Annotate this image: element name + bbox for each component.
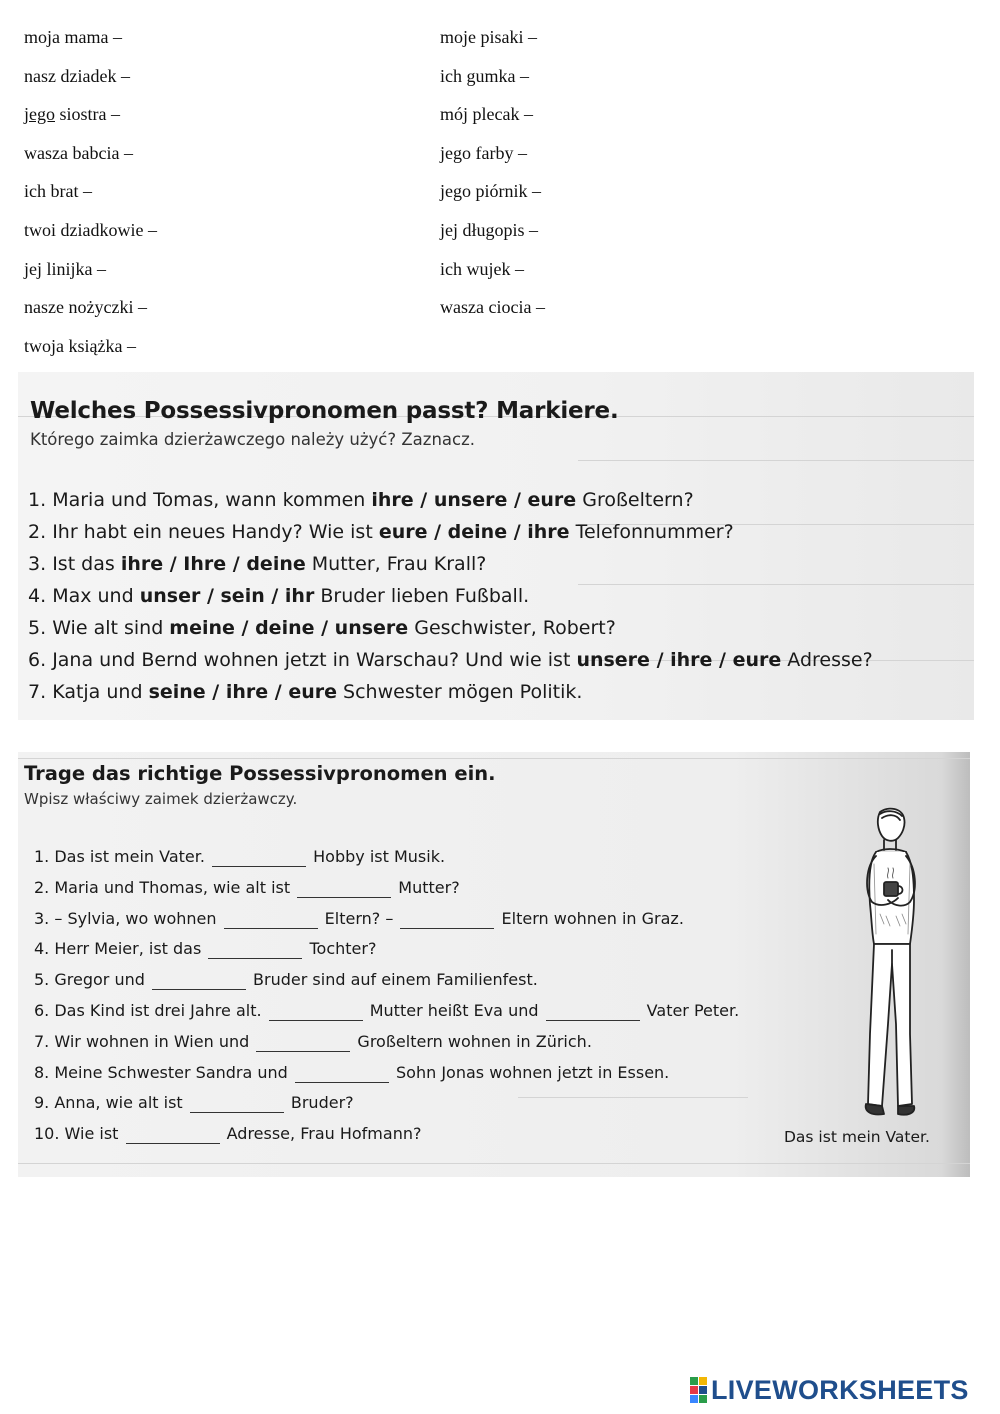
exercise-1-questions — [28, 484, 873, 708]
question-text: Wie alt sind — [52, 617, 170, 639]
vocabulary-item-text: siostra – — [55, 104, 120, 125]
vocabulary-item-text: jego piórnik – — [440, 181, 541, 202]
pronoun-option[interactable]: sein — [220, 585, 265, 607]
question-text: Das ist mein Vater. — [54, 847, 211, 866]
question-text: Tochter? — [304, 939, 377, 959]
exercise-1-title: Welches Possessivpronomen passt? Markiere. — [30, 398, 619, 424]
vocabulary-item — [24, 63, 315, 102]
question-text: Großeltern? — [576, 489, 694, 511]
vocabulary-item-text: wasza ciocia – — [440, 297, 545, 318]
exercise-1-question — [28, 676, 873, 708]
pronoun-option[interactable]: deine — [246, 553, 306, 575]
question-text: Mutter heißt Eva und — [364, 1000, 544, 1020]
question-text: Adresse, Frau Hofmann? — [221, 1124, 422, 1144]
vocabulary-answer-input[interactable] — [151, 297, 305, 320]
question-text: Hobby ist Musik. — [308, 847, 446, 866]
option-separator: / — [163, 553, 184, 575]
exercise-2-question — [34, 996, 739, 1027]
question-text: Vater Peter. — [641, 1000, 740, 1020]
exercise-2-question — [34, 873, 739, 904]
vocabulary-item-text: jej długopis – — [440, 219, 538, 240]
question-text: Großeltern wohnen in Zürich. — [352, 1031, 592, 1051]
question-text: Das Kind ist drei Jahre alt. — [54, 1000, 267, 1020]
option-separator: / — [268, 681, 289, 703]
vocabulary-answer-input[interactable] — [161, 220, 315, 243]
logo-square — [699, 1377, 707, 1385]
logo-square — [690, 1377, 698, 1385]
question-number: 4. — [28, 585, 47, 607]
question-number: 8. — [34, 1062, 50, 1082]
question-number: 7. — [28, 681, 47, 703]
question-number: 1. — [28, 489, 47, 511]
vocabulary-answer-input[interactable] — [542, 27, 696, 50]
pronoun-option[interactable]: ihr — [284, 585, 315, 607]
question-text: Ist das — [52, 553, 121, 575]
option-separator: / — [264, 585, 285, 607]
exercise-1-question — [28, 484, 873, 516]
pronoun-option[interactable]: ihre — [225, 681, 269, 703]
exercise-2-question — [34, 1058, 739, 1089]
option-separator: / — [427, 521, 448, 543]
vocabulary-item — [440, 63, 703, 102]
exercise-2-question — [34, 904, 739, 935]
pronoun-option[interactable]: meine — [169, 617, 235, 639]
man-with-cup-illustration — [836, 804, 936, 1124]
vocabulary-item-text: ich wujek – — [440, 258, 524, 279]
pronoun-option[interactable]: unser — [139, 585, 201, 607]
question-number: 4. — [34, 939, 50, 959]
answer-blank-input[interactable] — [295, 1066, 389, 1083]
vocabulary-answer-input[interactable] — [134, 66, 288, 89]
exercise-2-subtitle: Wpisz właściwy zaimek dzierżawczy. — [24, 790, 298, 808]
pronoun-option[interactable]: seine — [148, 681, 206, 703]
exercise-1-panel — [18, 372, 974, 720]
exercise-2-question — [34, 965, 739, 996]
answer-blank-input[interactable] — [224, 912, 318, 929]
scan-rule — [578, 460, 974, 461]
option-separator: / — [314, 617, 335, 639]
pronoun-option[interactable]: ihre — [371, 489, 414, 511]
vocabulary-item — [440, 217, 703, 256]
pronoun-option[interactable]: unsere — [576, 649, 650, 671]
question-text: Maria und Tomas, wann kommen — [52, 489, 372, 511]
question-text: Jana und Bernd wohnen jetzt in Warschau? Und wie ist — [52, 649, 577, 671]
answer-blank-input[interactable] — [208, 942, 302, 959]
exercise-2-question — [34, 1088, 739, 1119]
question-number: 5. — [34, 970, 50, 990]
question-text: Adresse? — [781, 649, 873, 671]
option-separator: / — [507, 521, 528, 543]
vocabulary-answer-input[interactable] — [96, 181, 250, 204]
question-text: Bruder? — [285, 1093, 354, 1113]
logo-square — [690, 1395, 698, 1403]
pronoun-option[interactable]: deine — [447, 521, 508, 543]
scan-rule — [18, 758, 970, 759]
vocabulary-item-text: jego farby – — [440, 142, 527, 163]
question-text: Wir wohnen in Wien und — [54, 1031, 255, 1051]
option-separator: / — [413, 489, 434, 511]
vocabulary-answer-input[interactable] — [125, 104, 279, 127]
vocabulary-item — [24, 294, 315, 333]
question-text: Telefonnummer? — [569, 521, 734, 543]
liveworksheets-logo — [690, 1376, 969, 1404]
question-text: Wie ist — [64, 1124, 124, 1144]
question-text: Eltern wohnen in Graz. — [496, 908, 684, 928]
question-number: 2. — [28, 521, 47, 543]
question-number: 10. — [34, 1124, 60, 1144]
pronoun-option[interactable]: unsere — [433, 489, 508, 511]
question-text: Geschwister, Robert? — [408, 617, 616, 639]
exercise-1-question — [28, 516, 873, 548]
vocabulary-item — [440, 24, 703, 63]
exercise-2-question — [34, 934, 739, 965]
exercise-1-subtitle: Którego zaimka dzierżawczego należy użyć? Zaznacz. — [30, 430, 475, 449]
liveworksheets-logo-text: LIVEWORKSHEETS — [711, 1374, 969, 1405]
exercise-2-panel — [18, 752, 970, 1177]
question-number: 2. — [34, 877, 50, 897]
question-text: Mutter? — [393, 877, 460, 897]
question-number: 3. — [34, 908, 50, 928]
question-text: Bruder lieben Fußball. — [314, 585, 530, 607]
logo-square — [699, 1386, 707, 1394]
answer-blank-input[interactable] — [400, 912, 494, 929]
question-text: Sohn Jonas wohnen jetzt in Essen. — [390, 1062, 670, 1082]
question-text: Katja und — [52, 681, 149, 703]
pronoun-option[interactable]: ihre — [120, 553, 164, 575]
answer-blank-input[interactable] — [269, 1004, 363, 1021]
option-separator: / — [507, 489, 528, 511]
vocabulary-answer-input[interactable] — [533, 66, 687, 89]
exercise-1-question — [28, 612, 873, 644]
pronoun-option[interactable]: eure — [732, 649, 782, 671]
answer-blank-input[interactable] — [546, 1004, 640, 1021]
vocabulary-item — [440, 178, 703, 217]
exercise-1-question — [28, 644, 873, 676]
option-separator: / — [712, 649, 733, 671]
vocabulary-answer-input[interactable] — [137, 143, 291, 166]
question-text: Herr Meier, ist das — [54, 939, 207, 959]
pronoun-option[interactable]: ihre — [527, 521, 570, 543]
vocabulary-answer-input[interactable] — [528, 259, 682, 282]
question-text: Maria und Thomas, wie alt ist — [54, 877, 296, 897]
exercise-1-question — [28, 580, 873, 612]
vocabulary-item — [24, 178, 315, 217]
question-text: Bruder sind auf einem Familienfest. — [247, 970, 538, 990]
exercise-2-title: Trage das richtige Possessivpronomen ein. — [24, 762, 496, 785]
option-separator: / — [200, 585, 221, 607]
answer-blank-input[interactable] — [190, 1096, 284, 1113]
answer-blank-input[interactable] — [297, 881, 391, 898]
vocabulary-item — [24, 256, 315, 295]
vocabulary-item — [440, 140, 703, 179]
pronoun-option[interactable]: eure — [527, 489, 577, 511]
question-number: 1. — [34, 847, 50, 866]
question-number: 9. — [34, 1093, 50, 1113]
pronoun-option[interactable]: deine — [255, 617, 315, 639]
option-separator: / — [205, 681, 226, 703]
vocabulary-item — [24, 140, 315, 179]
vocabulary-item — [440, 101, 703, 140]
question-number: 7. — [34, 1031, 50, 1051]
question-text: Gregor und — [54, 970, 150, 990]
vocabulary-answer-input[interactable] — [110, 259, 264, 282]
vocabulary-item — [24, 217, 315, 256]
question-text: Anna, wie alt ist — [54, 1093, 188, 1113]
vocabulary-item — [24, 333, 315, 372]
exercise-2-question — [34, 1027, 739, 1058]
answer-blank-input[interactable] — [152, 973, 246, 990]
exercise-2-question — [34, 842, 739, 873]
logo-square — [690, 1386, 698, 1394]
pronoun-option[interactable]: eure — [378, 521, 428, 543]
exercise-2-question — [34, 1119, 739, 1150]
vocabulary-item-text: ich brat – — [24, 181, 92, 202]
option-separator: / — [234, 617, 256, 639]
question-text: Schwester mögen Politik. — [337, 681, 583, 703]
vocabulary-item-text: twoja książka – — [24, 335, 136, 356]
vocabulary-column-right — [440, 24, 703, 333]
question-text: Ihr habt ein neues Handy? Wie ist — [52, 521, 379, 543]
exercise-2-questions — [34, 842, 739, 1150]
pronoun-option[interactable]: ihre — [670, 649, 713, 671]
question-text: Max und — [52, 585, 140, 607]
question-text: Meine Schwester Sandra und — [54, 1062, 293, 1082]
vocabulary-answer-input[interactable] — [531, 143, 685, 166]
vocabulary-item — [24, 24, 315, 63]
question-number: 3. — [28, 553, 47, 575]
vocabulary-answer-input[interactable] — [126, 27, 280, 50]
question-number: 5. — [28, 617, 47, 639]
question-text: – Sylvia, wo wohnen — [54, 908, 222, 928]
vocabulary-item-text: nasze nożyczki – — [24, 297, 147, 318]
exercise-1-question — [28, 548, 873, 580]
answer-blank-input[interactable] — [212, 850, 306, 867]
vocabulary-item-text: nasz dziadek – — [24, 65, 130, 86]
vocabulary-answer-input[interactable] — [549, 297, 703, 320]
question-text: Mutter, Frau Krall? — [305, 553, 487, 575]
vocabulary-item-text: jej linijka – — [24, 258, 106, 279]
pronoun-option[interactable]: unsere — [334, 617, 409, 639]
scan-rule — [18, 1163, 970, 1164]
vocabulary-item-text: mój plecak – — [440, 104, 533, 125]
vocabulary-item — [440, 294, 703, 333]
option-separator: / — [226, 553, 247, 575]
vocabulary-item — [24, 101, 315, 140]
vocabulary-item — [440, 256, 703, 295]
pronoun-option[interactable]: eure — [288, 681, 337, 703]
vocabulary-item-text: twoi dziadkowie – — [24, 219, 157, 240]
answer-blank-input[interactable] — [126, 1127, 220, 1144]
vocabulary-answer-input[interactable] — [140, 336, 294, 359]
pronoun-option[interactable]: Ihre — [183, 553, 227, 575]
vocabulary-answer-input[interactable] — [546, 181, 700, 204]
logo-square — [699, 1395, 707, 1403]
liveworksheets-logo-icon — [690, 1377, 707, 1403]
vocabulary-item-text: moje pisaki – — [440, 27, 537, 47]
option-separator: / — [649, 649, 671, 671]
vocabulary-item-pronoun: jego — [24, 104, 55, 125]
vocabulary-answer-input[interactable] — [537, 104, 691, 127]
vocabulary-item-text: ich gumka – — [440, 65, 529, 86]
illustration-caption: Das ist mein Vater. — [784, 1128, 930, 1146]
question-number: 6. — [34, 1000, 50, 1020]
question-text: Eltern? – — [319, 908, 399, 928]
vocabulary-item-text: wasza babcia – — [24, 142, 133, 163]
question-number: 6. — [28, 649, 47, 671]
vocabulary-item-text: moja mama – — [24, 27, 122, 47]
vocabulary-column-left — [24, 24, 315, 371]
answer-blank-input[interactable] — [256, 1035, 350, 1052]
vocabulary-answer-input[interactable] — [543, 220, 697, 243]
